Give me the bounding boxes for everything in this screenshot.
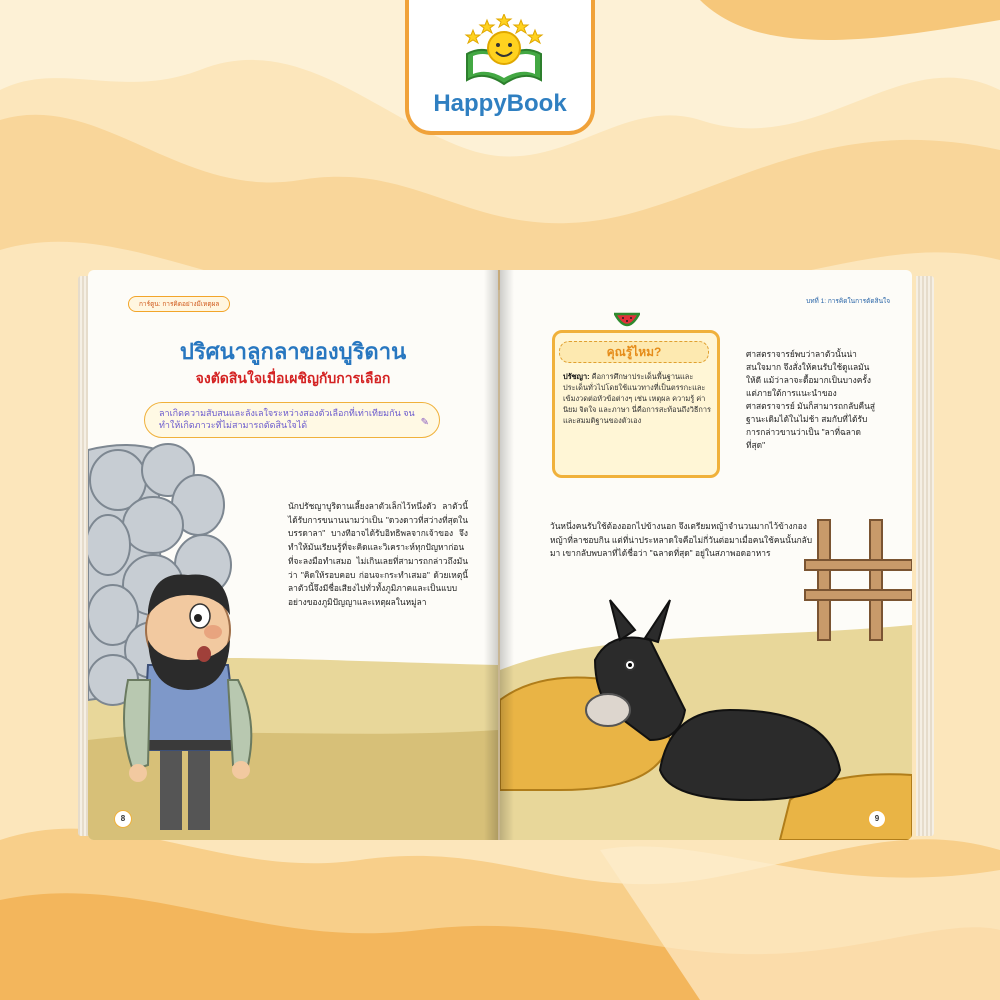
- term-definition: คือการศึกษาประเด็นพื้นฐานและประเด็นทั่วไปโดยใช้แนวทางที่เป็นตรรกะและเข้มงวดต่อหัวข้อต่างๆ เช่น เหตุผล ความรู้ ค่านิยม จิตใจ และภาษา นี่คือการสะท้อนถึงวิธีการและสมมติฐานของตัวเอง: [563, 372, 712, 425]
- page-number-right: 9: [868, 810, 886, 828]
- story-text-left: นักปรัชญาบูริดานเลี้ยงลาตัวเล็กไว้หนึ่งตัว ลาตัวนี้ได้รับการขนานนามว่าเป็น "ดวงดาวที่สว่างที่สุดในบรรดาลา" บางทีอาจได้รับอิทธิพลจากเจ้าของ จึงทำให้มันเรียนรู้ที่จะคิดและวิเคราะห์ทุกปัญหาก่อนที่จะลงมือทำเสมอ ไม่เกินเลยที่สามารถกล่าวถึงมันว่า "คิดให้รอบคอบ ก่อนจะกระทำเสมอ" ด้วยเหตุนี้ ลาตัวนี้จึงมีชื่อเสียงไปทั่วทั้งภูมิภาคและเป็นแบบอย่างของภูมิปัญญาและเหตุผลในหมู่ลา: [288, 501, 468, 607]
- brand-logo-tab: [405, 0, 595, 135]
- page-edges-right: [916, 276, 934, 836]
- watermelon-icon: [614, 312, 640, 330]
- story-text-right-bottom: วันหนึ่งคนรับใช้ต้องออกไปข้างนอก จึงเตรียมหญ้าจำนวนมากไว้ข้างกองหญ้าที่ลาชอบกิน แต่ที่น่าประหลาดใจคือไม่กี่วันต่อมาเมื่อคนใช้คนนั้นกลับมา เขากลับพบลาที่ได้ชื่อว่า "ฉลาดที่สุด" อยู่ในสภาพอดอาหาร: [550, 521, 813, 558]
- did-you-know-box: [552, 330, 720, 478]
- book-gutter: [484, 270, 514, 840]
- callout-text: ลาเกิดความสับสนและลังเลใจระหว่างสองตัวเลือกที่เท่าเทียมกัน จนทำให้เกิดภาวะที่ไม่สามารถตัดสินใจได้: [159, 408, 415, 430]
- running-head: การ์ตูน: การคิดอย่างมีเหตุผล: [128, 296, 230, 312]
- happy-book-icon: [459, 14, 549, 90]
- page-title: ปริศนาลูกลาของบูริดาน: [179, 339, 407, 364]
- did-you-know-title: คุณรู้ไหม?: [559, 341, 709, 363]
- did-you-know-text: [563, 371, 713, 426]
- wooden-fence: [805, 520, 912, 640]
- term-label: ปรัชญา:: [563, 372, 590, 381]
- right-page: [500, 270, 912, 840]
- left-page: [88, 270, 498, 840]
- story-text-right-top: ศาสตราจารย์พบว่าลาตัวนั้นน่าสนใจมาก จึงสั่งให้คนรับใช้ดูแลมันให้ดี แม้ว่าลาจะดื้อมากเป็นบางครั้ง แต่ภายใต้การแนะนำของศาสตราจารย์ มันก็สามารถกลับคืนสู่ฐานะเดิมได้ในไม่ช้า สมกับที่ได้รับการกล่าวขานว่าเป็น "ลาที่ฉลาดที่สุด": [746, 349, 875, 450]
- brand-name: HappyBook: [433, 90, 567, 117]
- open-book: [88, 270, 918, 840]
- pencil-icon: ✎: [420, 417, 429, 428]
- page-number-left: 8: [114, 810, 132, 828]
- summary-callout: [144, 402, 440, 438]
- page-subtitle: จงตัดสินใจเมื่อเผชิญกับการเลือก: [195, 370, 391, 386]
- running-head: บทที่ 1: การคิดในการตัดสินใจ: [806, 298, 890, 305]
